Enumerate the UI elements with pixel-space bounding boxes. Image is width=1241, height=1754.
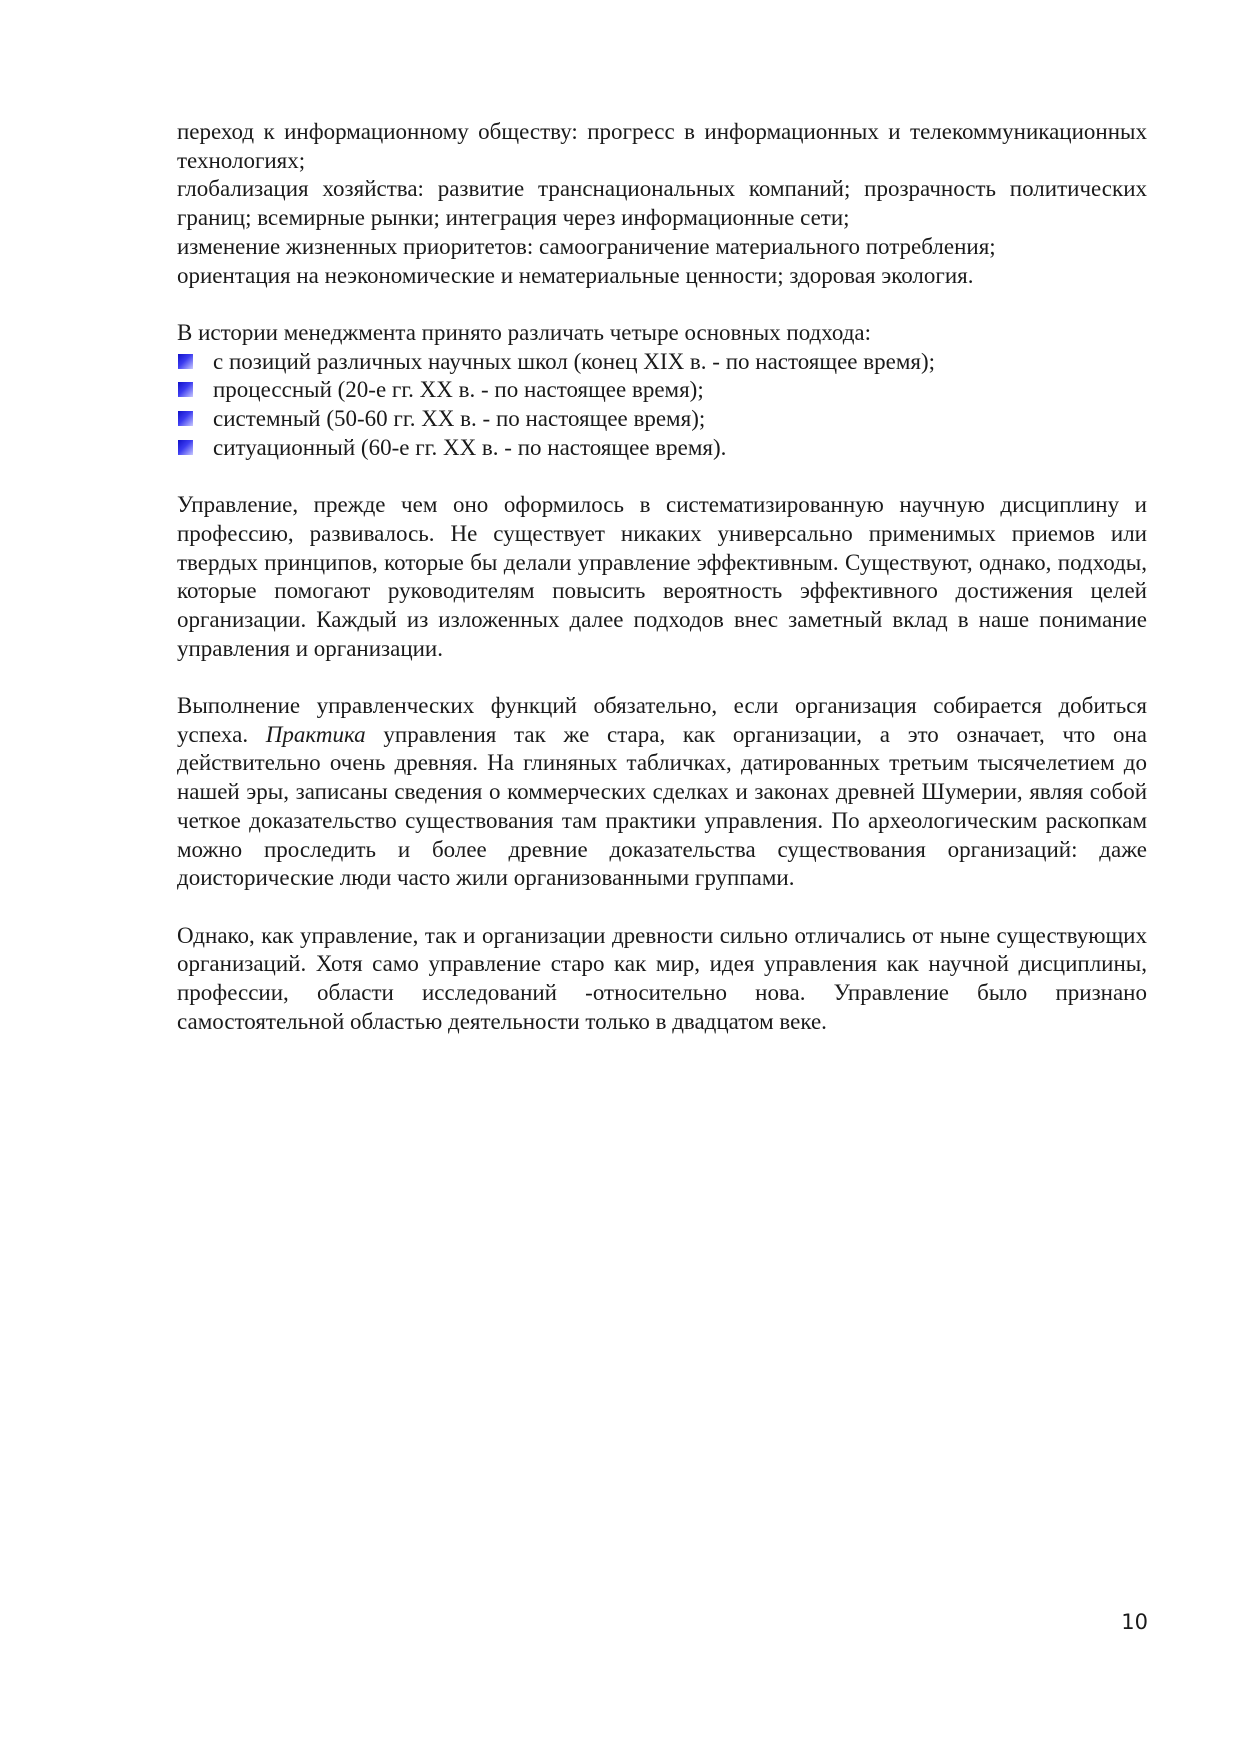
intro-line-globalization: глобализация хозяйства: развитие транснациональных компаний; прозрачность политических границ; всемирные рынки; интеграция через информационные сети; [177,176,1147,231]
square-bullet-icon [178,382,193,397]
paragraph-management-development: Управление, прежде чем оно оформилось в систематизированную научную дисциплину и профессию, развивалось. Не существует никаких универсально применимых приемов или твердых принципов, которые бы делали управление эффективным. Существуют, однако, подходы, которые помогают руководителям повысить вероятность эффективного достижения целей организации. Каждый из изложенных далее подходов внес заметный вклад в наше понимание управления и организации. [177,492,1147,661]
square-bullet-icon [178,440,193,455]
list-item-text: ситуационный (60-е гг. XX в. - по настоящее время). [213,434,727,460]
paragraph-text-after: управления так же стара, как организации, а это означает, что она действительно очень древняя. На глиняных табличках, датированных третьим тысячелетием до нашей эры, записаны сведения о коммерческих сделках и законах древней Шумерии, являя собой четкое доказательство существования там практики управления. По археологическим раскопкам можно проследить и более древние доказательства существования организаций: даже доисторические люди часто жили организованными группами. [177,721,1148,891]
list-item [177,434,1147,463]
paragraph-gap [177,893,1147,922]
paragraph-gap [177,462,1147,491]
paragraph-gap [177,290,1147,319]
emphasis-practice: Практика [265,721,366,747]
page-number: 10 [1121,1610,1148,1634]
list-item [177,405,1147,434]
intro-line-information-society: переход к информационному обществу: прогресс в информационных и телекоммуникационных технологиях; [177,119,1147,173]
list-item [177,376,1147,405]
list-item-text: системный (50-60 гг. XX в. - по настоящее время); [213,406,706,432]
intro-line-non-economic-values: ориентация на неэкономические и нематериальные ценности; здоровая экология. [177,262,974,288]
paragraph-management-practice [177,692,1147,893]
list-item-text: с позиций различных научных школ (конец XIX в. - по настоящее время); [213,348,936,374]
paragraph-gap [177,663,1147,692]
intro-line-life-priorities: изменение жизненных приоритетов: самоограничение материального потребления; [177,233,996,259]
approaches-list [177,348,1147,463]
square-bullet-icon [178,354,193,369]
paragraph-text-before: Выполнение управленческих функций обязательно, если организация собирается добиться успеха. [177,693,1147,747]
paragraph-ancient-organizations: Однако, как управление, так и организации древности сильно отличались от ныне существующих организаций. Хотя само управление старо как мир, идея управления как научной дисциплины, профессии, области исследований -относительно нова. Управление было признано самостоятельной областью деятельности только в двадцатом веке. [177,922,1147,1034]
list-item [177,348,1147,377]
approaches-heading: В истории менеджмента принято различать четыре основных подхода: [177,319,872,345]
list-item-text: процессный (20-е гг. XX в. - по настоящее время); [213,377,704,403]
page-content [177,118,1147,1036]
square-bullet-icon [178,411,193,426]
